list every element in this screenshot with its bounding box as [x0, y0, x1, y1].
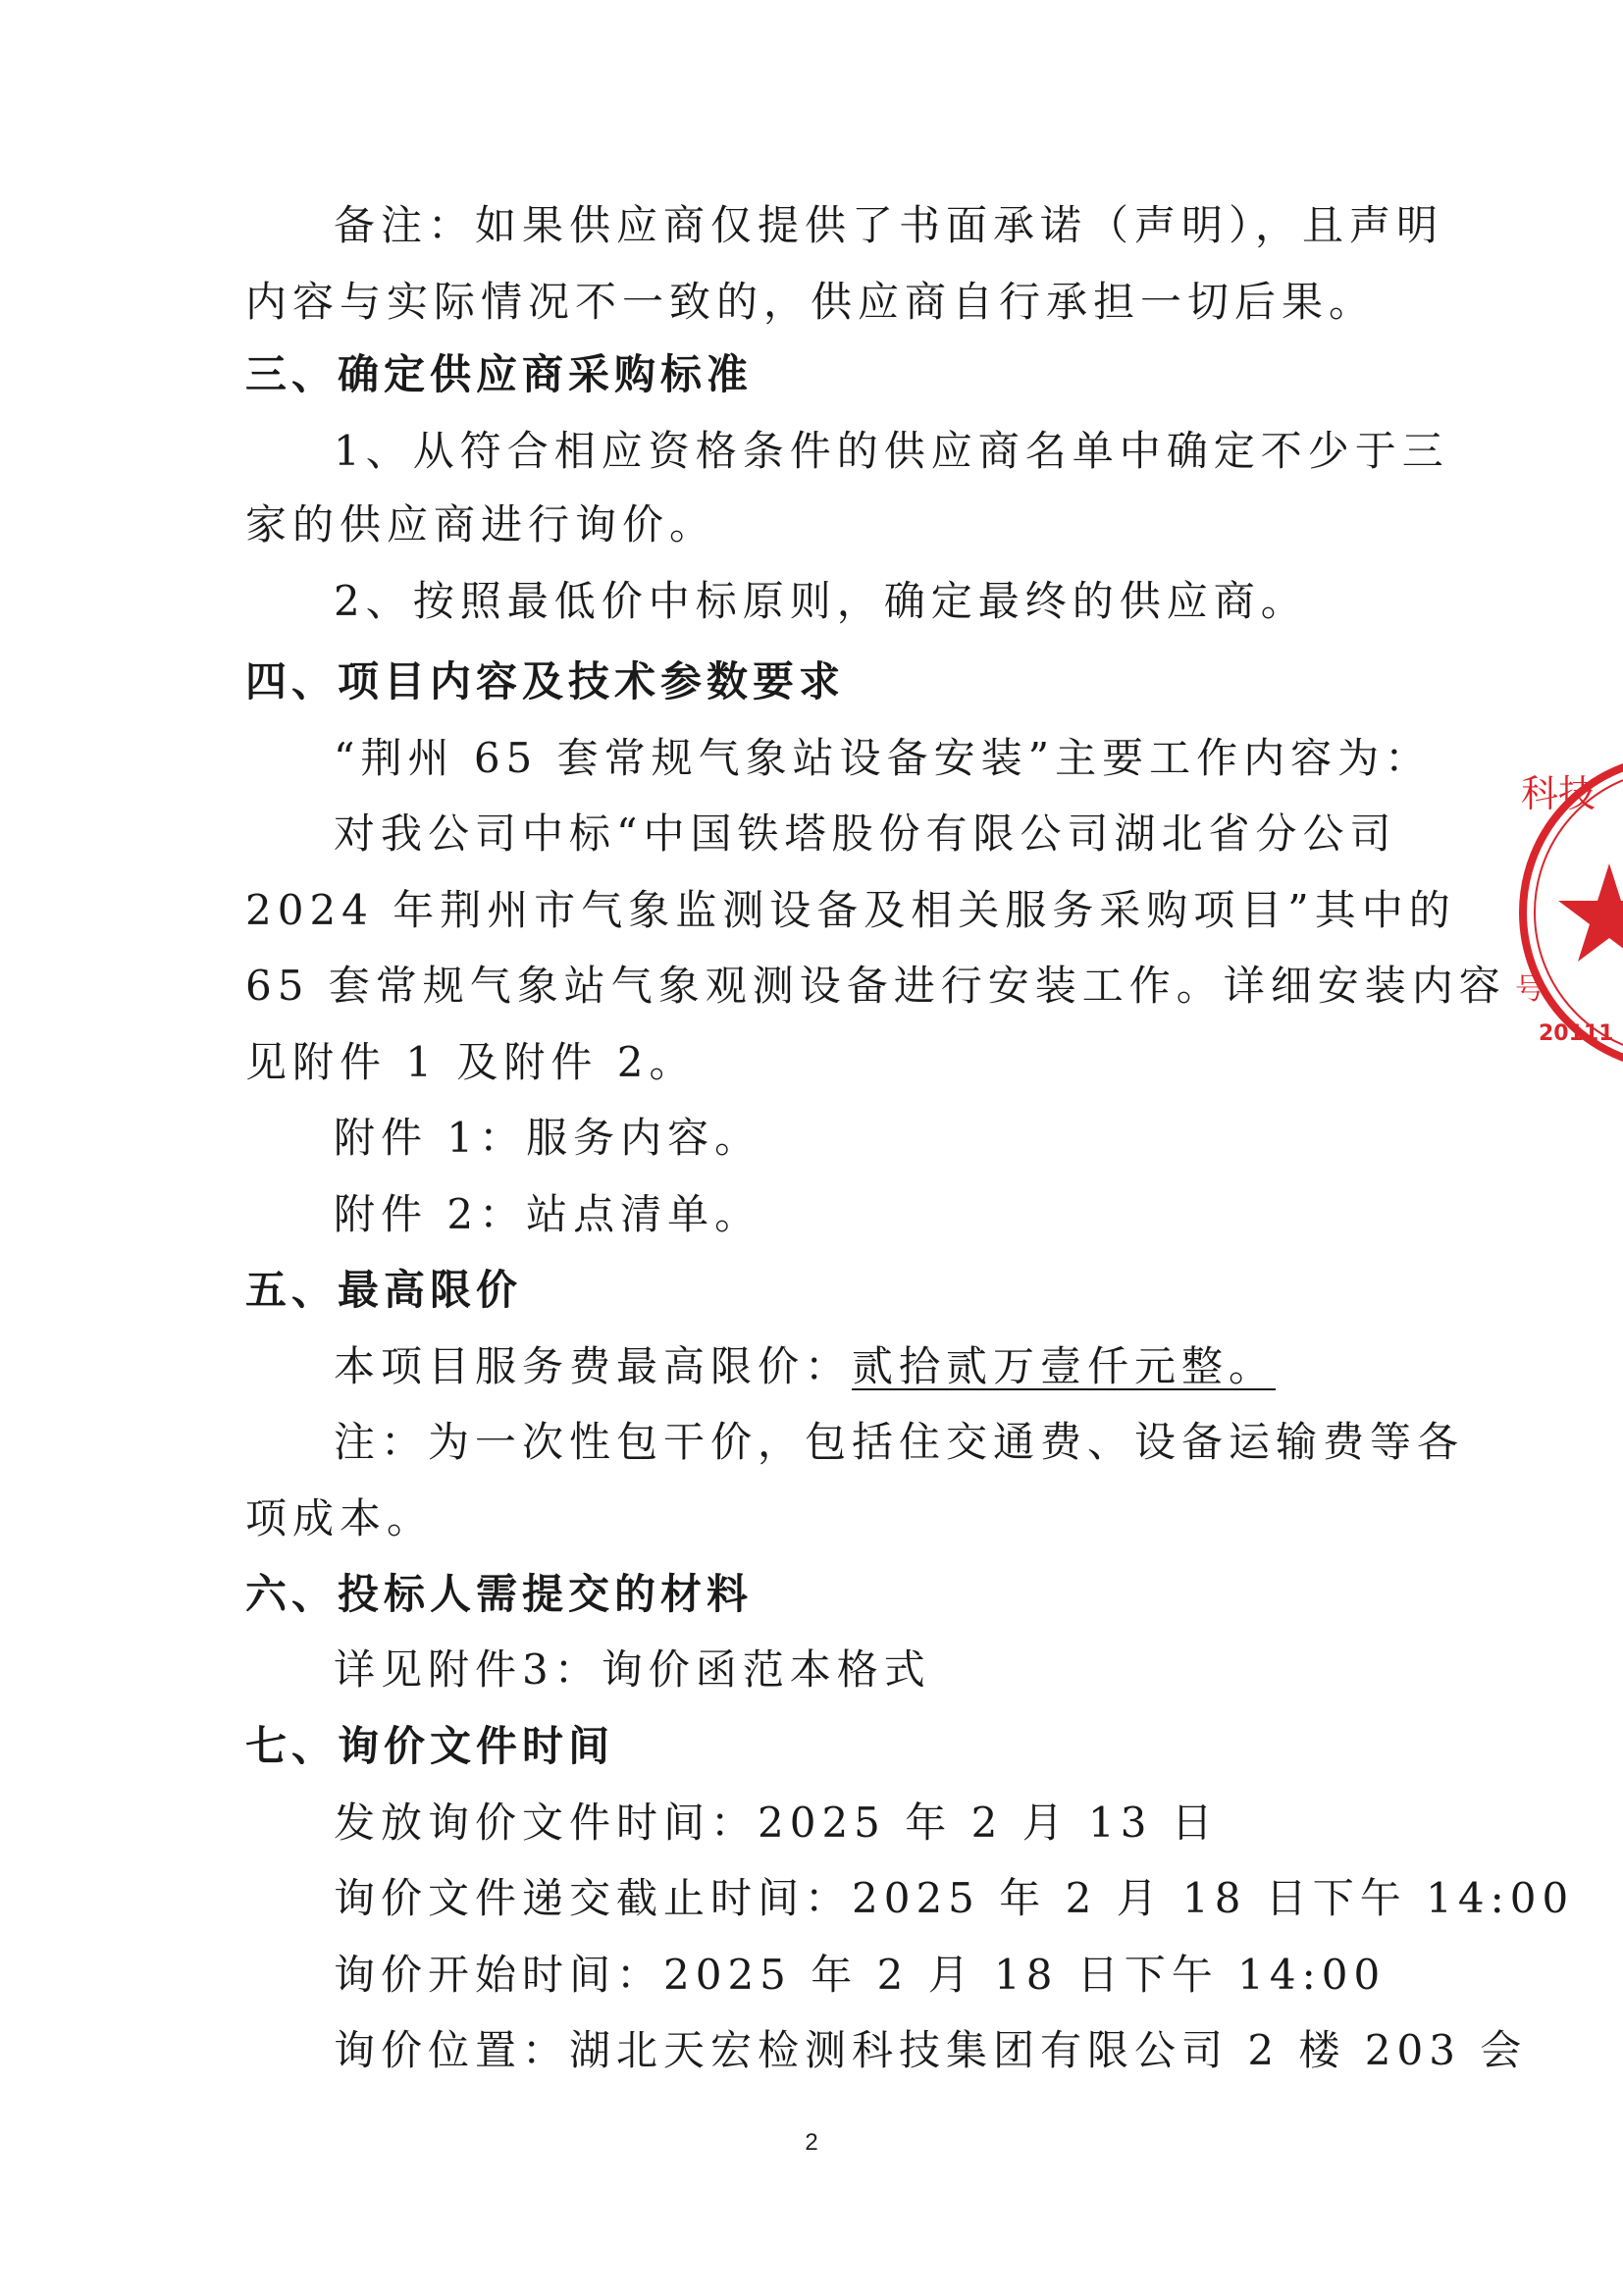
deadline-line: 询价文件递交截止时间：2025 年 2 月 18 日下午 14:00 — [334, 1874, 1575, 1922]
issue-time-line: 发放询价文件时间：2025 年 2 月 13 日 — [334, 1799, 1219, 1847]
seal-text-side: 号 — [1515, 972, 1544, 1007]
price-line — [334, 1337, 1276, 1396]
section-3-item-2: 2、按照最低价中标原则，确定最终的供应商。 — [334, 577, 1308, 625]
section-4-intro: “荆州 65 套常规气象站设备安装”主要工作内容为： — [334, 734, 1433, 782]
section-4-body-line-1: 对我公司中标“中国铁塔股份有限公司湖北省分公司 — [334, 809, 1397, 858]
section-3-item-1-line-1: 1、从符合相应资格条件的供应商名单中确定不少于三 — [334, 427, 1449, 475]
section-5-heading: 五、最高限价 — [245, 1266, 523, 1314]
section-4-body-line-2: 2024 年荆州市气象监测设备及相关服务采购项目”其中的 — [245, 886, 1456, 934]
section-4-body-line-3: 65 套常规气象站气象观测设备进行安装工作。详细安装内容 — [245, 962, 1506, 1010]
section-3-item-1-line-2: 家的供应商进行询价。 — [245, 500, 717, 548]
price-note-line-2: 项成本。 — [245, 1494, 435, 1542]
remark-line-2: 内容与实际情况不一致的，供应商自行承担一切后果。 — [245, 278, 1377, 326]
company-seal — [1511, 746, 1623, 1079]
price-label: 本项目服务费最高限价： — [334, 1342, 853, 1390]
section-3-heading: 三、确定供应商采购标准 — [245, 350, 754, 398]
attachment-1-line: 附件 1：服务内容。 — [334, 1114, 762, 1162]
price-note-line-1: 注：为一次性包干价，包括住交通费、设备运输费等各 — [334, 1418, 1465, 1466]
remark-line-1: 备注：如果供应商仅提供了书面承诺（声明），且声明 — [334, 201, 1444, 249]
seal-text-top: 科技 — [1521, 772, 1597, 815]
page-number: 2 — [805, 2129, 818, 2156]
section-4-body-line-4: 见附件 1 及附件 2。 — [245, 1038, 697, 1086]
price-value: 贰拾贰万壹仟元整。 — [852, 1342, 1277, 1390]
section-4-heading: 四、项目内容及技术参数要求 — [245, 657, 846, 705]
section-7-heading: 七、询价文件时间 — [245, 1722, 615, 1770]
attachment-2-line: 附件 2：站点清单。 — [334, 1190, 762, 1238]
section-6-body: 详见附件3：询价函范本格式 — [334, 1645, 931, 1694]
start-time-line: 询价开始时间：2025 年 2 月 18 日下午 14:00 — [334, 1951, 1387, 1999]
section-6-heading: 六、投标人需提交的材料 — [245, 1570, 754, 1618]
seal-star-icon — [1558, 863, 1623, 962]
location-line: 询价位置：湖北天宏检测科技集团有限公司 2 楼 203 会 — [334, 2026, 1528, 2074]
seal-text-bottom: 20111 — [1539, 1021, 1614, 1046]
